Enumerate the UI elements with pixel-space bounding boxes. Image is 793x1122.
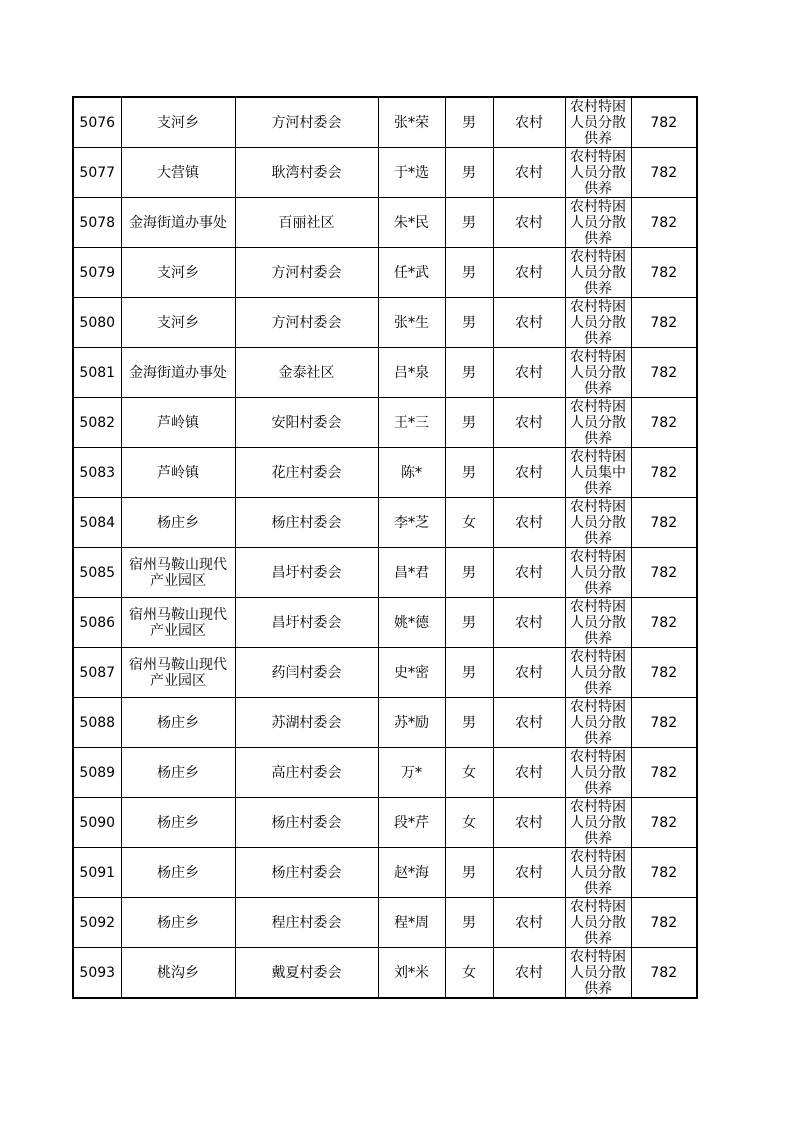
amount: 782 — [631, 148, 697, 198]
table-row — [73, 648, 697, 698]
town-cell — [121, 498, 235, 548]
town-cell — [121, 97, 235, 148]
town-name: 芦岭镇 — [157, 414, 199, 431]
gender: 女 — [445, 948, 493, 999]
table-row — [73, 448, 697, 498]
town-cell — [121, 398, 235, 448]
person-name: 刘*米 — [378, 948, 445, 999]
person-name: 任*武 — [378, 248, 445, 298]
amount: 782 — [631, 548, 697, 598]
amount: 782 — [631, 448, 697, 498]
village-name: 戴夏村委会 — [235, 948, 378, 999]
gender: 男 — [445, 298, 493, 348]
person-name: 昌*君 — [378, 548, 445, 598]
record-id: 5078 — [73, 198, 121, 248]
area-type: 农村 — [493, 398, 565, 448]
area-type: 农村 — [493, 148, 565, 198]
town-name: 杨庄乡 — [157, 714, 199, 731]
table-row — [73, 498, 697, 548]
gender: 男 — [445, 148, 493, 198]
village-name: 方河村委会 — [235, 298, 378, 348]
table-row — [73, 698, 697, 748]
category-cell — [565, 648, 631, 698]
town-name: 杨庄乡 — [157, 764, 199, 781]
person-name: 张*生 — [378, 298, 445, 348]
village-name: 杨庄村委会 — [235, 848, 378, 898]
gender: 男 — [445, 848, 493, 898]
category-cell — [565, 148, 631, 198]
category-cell — [565, 448, 631, 498]
assistance-category: 农村特困人员分散供养 — [570, 249, 626, 297]
assistance-category: 农村特困人员集中供养 — [570, 449, 626, 497]
gender: 男 — [445, 598, 493, 648]
town-cell — [121, 298, 235, 348]
person-name: 陈* — [378, 448, 445, 498]
assistance-category: 农村特困人员分散供养 — [570, 199, 626, 247]
table-row — [73, 348, 697, 398]
assistance-category: 农村特困人员分散供养 — [570, 649, 626, 697]
table-row — [73, 298, 697, 348]
area-type: 农村 — [493, 348, 565, 398]
gender: 女 — [445, 748, 493, 798]
village-name: 金泰社区 — [235, 348, 378, 398]
table-row — [73, 798, 697, 848]
village-name: 药闫村委会 — [235, 648, 378, 698]
amount: 782 — [631, 248, 697, 298]
amount: 782 — [631, 398, 697, 448]
record-id: 5084 — [73, 498, 121, 548]
area-type: 农村 — [493, 698, 565, 748]
table-row — [73, 748, 697, 798]
town-name: 杨庄乡 — [157, 514, 199, 531]
person-name: 苏*励 — [378, 698, 445, 748]
gender: 男 — [445, 398, 493, 448]
town-cell — [121, 598, 235, 648]
gender: 男 — [445, 97, 493, 148]
amount: 782 — [631, 97, 697, 148]
area-type: 农村 — [493, 648, 565, 698]
record-id: 5079 — [73, 248, 121, 298]
category-cell — [565, 798, 631, 848]
town-name: 杨庄乡 — [157, 864, 199, 881]
town-cell — [121, 348, 235, 398]
town-name: 杨庄乡 — [157, 914, 199, 931]
town-cell — [121, 948, 235, 999]
village-name: 耿湾村委会 — [235, 148, 378, 198]
town-cell — [121, 798, 235, 848]
person-name: 于*选 — [378, 148, 445, 198]
town-name: 支河乡 — [157, 314, 199, 331]
area-type: 农村 — [493, 898, 565, 948]
assistance-category: 农村特困人员分散供养 — [570, 599, 626, 647]
category-cell — [565, 298, 631, 348]
village-name: 百丽社区 — [235, 198, 378, 248]
assistance-category: 农村特困人员分散供养 — [570, 749, 626, 797]
assistance-category: 农村特困人员分散供养 — [570, 699, 626, 747]
gender: 男 — [445, 448, 493, 498]
category-cell — [565, 898, 631, 948]
town-cell — [121, 648, 235, 698]
assistance-category: 农村特困人员分散供养 — [570, 349, 626, 397]
town-cell — [121, 248, 235, 298]
record-id: 5093 — [73, 948, 121, 999]
category-cell — [565, 498, 631, 548]
town-cell — [121, 148, 235, 198]
gender: 女 — [445, 498, 493, 548]
assistance-category: 农村特困人员分散供养 — [570, 799, 626, 847]
town-cell — [121, 748, 235, 798]
table-row — [73, 848, 697, 898]
town-name: 宿州马鞍山现代产业园区 — [129, 556, 227, 589]
record-id: 5089 — [73, 748, 121, 798]
town-name: 桃沟乡 — [157, 964, 199, 981]
amount: 782 — [631, 298, 697, 348]
area-type: 农村 — [493, 97, 565, 148]
gender: 男 — [445, 198, 493, 248]
amount: 782 — [631, 748, 697, 798]
village-name: 程庄村委会 — [235, 898, 378, 948]
assistance-category: 农村特困人员分散供养 — [570, 499, 626, 547]
town-name: 芦岭镇 — [157, 464, 199, 481]
record-id: 5082 — [73, 398, 121, 448]
assistance-category: 农村特困人员分散供养 — [570, 149, 626, 197]
amount: 782 — [631, 498, 697, 548]
assistance-category: 农村特困人员分散供养 — [570, 399, 626, 447]
table-row — [73, 198, 697, 248]
amount: 782 — [631, 798, 697, 848]
category-cell — [565, 198, 631, 248]
amount: 782 — [631, 698, 697, 748]
area-type: 农村 — [493, 498, 565, 548]
gender: 女 — [445, 798, 493, 848]
table-row — [73, 598, 697, 648]
table-row — [73, 548, 697, 598]
area-type: 农村 — [493, 798, 565, 848]
village-name: 方河村委会 — [235, 97, 378, 148]
record-id: 5090 — [73, 798, 121, 848]
table-row — [73, 398, 697, 448]
amount: 782 — [631, 198, 697, 248]
gender: 男 — [445, 348, 493, 398]
assistance-category: 农村特困人员分散供养 — [570, 549, 626, 597]
person-name: 史*密 — [378, 648, 445, 698]
town-name: 大营镇 — [157, 164, 199, 181]
area-type: 农村 — [493, 448, 565, 498]
person-name: 万* — [378, 748, 445, 798]
gender: 男 — [445, 698, 493, 748]
person-name: 段*芹 — [378, 798, 445, 848]
area-type: 农村 — [493, 198, 565, 248]
town-name: 宿州马鞍山现代产业园区 — [129, 656, 227, 689]
village-name: 昌圩村委会 — [235, 598, 378, 648]
assistance-category: 农村特困人员分散供养 — [570, 899, 626, 947]
record-id: 5077 — [73, 148, 121, 198]
amount: 782 — [631, 348, 697, 398]
assistance-category: 农村特困人员分散供养 — [570, 849, 626, 897]
amount: 782 — [631, 898, 697, 948]
town-name: 金海街道办事处 — [129, 214, 227, 231]
person-name: 朱*民 — [378, 198, 445, 248]
area-type: 农村 — [493, 848, 565, 898]
town-cell — [121, 698, 235, 748]
person-name: 吕*泉 — [378, 348, 445, 398]
village-name: 杨庄村委会 — [235, 798, 378, 848]
record-id: 5088 — [73, 698, 121, 748]
town-name: 宿州马鞍山现代产业园区 — [129, 606, 227, 639]
category-cell — [565, 548, 631, 598]
area-type: 农村 — [493, 298, 565, 348]
record-id: 5080 — [73, 298, 121, 348]
town-cell — [121, 898, 235, 948]
town-name: 支河乡 — [157, 264, 199, 281]
person-name: 姚*德 — [378, 598, 445, 648]
category-cell — [565, 748, 631, 798]
assistance-category: 农村特困人员分散供养 — [570, 949, 626, 997]
assistance-category: 农村特困人员分散供养 — [570, 99, 626, 147]
category-cell — [565, 398, 631, 448]
town-name: 支河乡 — [157, 114, 199, 131]
town-name: 杨庄乡 — [157, 814, 199, 831]
amount: 782 — [631, 648, 697, 698]
category-cell — [565, 348, 631, 398]
table-row — [73, 97, 697, 148]
village-name: 高庄村委会 — [235, 748, 378, 798]
town-cell — [121, 448, 235, 498]
person-name: 李*芝 — [378, 498, 445, 548]
table-row — [73, 148, 697, 198]
record-id: 5076 — [73, 97, 121, 148]
category-cell — [565, 698, 631, 748]
category-cell — [565, 598, 631, 648]
table-row — [73, 248, 697, 298]
village-name: 杨庄村委会 — [235, 498, 378, 548]
person-name: 程*周 — [378, 898, 445, 948]
town-name: 金海街道办事处 — [129, 364, 227, 381]
record-id: 5081 — [73, 348, 121, 398]
beneficiary-table — [72, 96, 698, 999]
village-name: 花庄村委会 — [235, 448, 378, 498]
town-cell — [121, 548, 235, 598]
area-type: 农村 — [493, 248, 565, 298]
area-type: 农村 — [493, 548, 565, 598]
record-id: 5086 — [73, 598, 121, 648]
person-name: 张*荣 — [378, 97, 445, 148]
village-name: 安阳村委会 — [235, 398, 378, 448]
amount: 782 — [631, 948, 697, 999]
village-name: 昌圩村委会 — [235, 548, 378, 598]
town-cell — [121, 848, 235, 898]
area-type: 农村 — [493, 948, 565, 999]
record-id: 5091 — [73, 848, 121, 898]
amount: 782 — [631, 598, 697, 648]
area-type: 农村 — [493, 598, 565, 648]
gender: 男 — [445, 248, 493, 298]
town-cell — [121, 198, 235, 248]
table-row — [73, 948, 697, 999]
village-name: 苏湖村委会 — [235, 698, 378, 748]
category-cell — [565, 948, 631, 999]
record-id: 5092 — [73, 898, 121, 948]
record-id: 5083 — [73, 448, 121, 498]
category-cell — [565, 248, 631, 298]
gender: 男 — [445, 548, 493, 598]
category-cell — [565, 97, 631, 148]
village-name: 方河村委会 — [235, 248, 378, 298]
person-name: 赵*海 — [378, 848, 445, 898]
amount: 782 — [631, 848, 697, 898]
table-body — [73, 97, 697, 998]
assistance-category: 农村特困人员分散供养 — [570, 299, 626, 347]
area-type: 农村 — [493, 748, 565, 798]
person-name: 王*三 — [378, 398, 445, 448]
gender: 男 — [445, 898, 493, 948]
record-id: 5087 — [73, 648, 121, 698]
table-row — [73, 898, 697, 948]
gender: 男 — [445, 648, 493, 698]
category-cell — [565, 848, 631, 898]
record-id: 5085 — [73, 548, 121, 598]
